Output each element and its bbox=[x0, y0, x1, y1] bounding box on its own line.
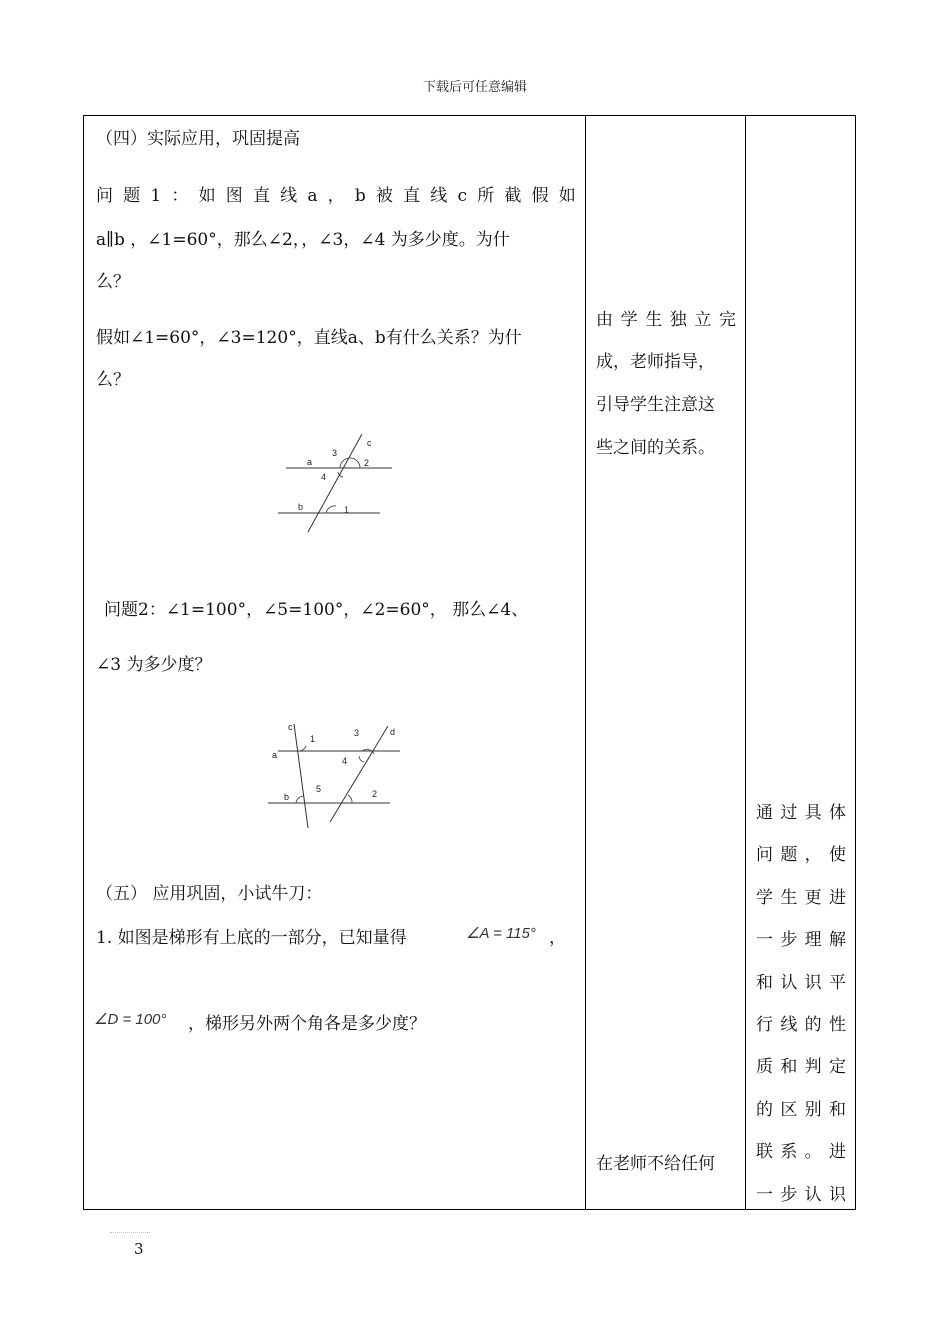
col3-line bbox=[756, 1144, 846, 1161]
col3-char: 别 bbox=[804, 1099, 822, 1120]
question-1-char: ， bbox=[327, 186, 345, 206]
question-1-char: 假 bbox=[531, 186, 549, 206]
page-number: 3 bbox=[134, 1240, 144, 1258]
col3-char: 认 bbox=[804, 1184, 822, 1205]
col3-char: 联 bbox=[756, 1142, 773, 1163]
fig1-label-b: b bbox=[298, 502, 304, 512]
col3-char: 更 bbox=[804, 887, 822, 908]
question-1-char: c bbox=[457, 186, 468, 206]
fig2-label-3: 3 bbox=[354, 728, 360, 738]
col3-line bbox=[756, 887, 846, 908]
problem-1-comma: ， bbox=[549, 928, 566, 948]
problem-1-text: 1. 如图是梯形有上底的一部分，已知量得 bbox=[96, 928, 407, 948]
figure-1-parallel-lines bbox=[274, 434, 394, 536]
question-1-char: 被 bbox=[375, 186, 393, 206]
col3-char: 过 bbox=[780, 803, 798, 823]
fig2-label-b: b bbox=[284, 792, 290, 802]
col3-char: 和 bbox=[780, 1057, 798, 1078]
col3-char: 的 bbox=[804, 1015, 822, 1035]
col3-line bbox=[756, 1017, 846, 1034]
col2-line-1-char: 立 bbox=[694, 310, 712, 330]
question-1-char: 题 bbox=[123, 186, 141, 206]
fig1-label-2: 2 bbox=[364, 458, 370, 468]
col2-line-3: 引导学生注意这 bbox=[596, 395, 715, 415]
col2-line-4: 些之间的关系。 bbox=[596, 438, 715, 458]
col3-char: 理 bbox=[804, 930, 822, 951]
col2-bottom-line: 在老师不给任何 bbox=[596, 1154, 715, 1174]
col3-char: 判 bbox=[804, 1057, 822, 1078]
col3-char: 使 bbox=[828, 845, 846, 866]
col3-line bbox=[756, 1059, 846, 1076]
col3-char: 一 bbox=[756, 930, 773, 951]
problem-1-text-2: ，梯形另外两个角各是多少度？ bbox=[188, 1014, 426, 1034]
col3-char: 问 bbox=[756, 845, 773, 866]
col3-char: 通 bbox=[756, 803, 773, 823]
col3-char: 体 bbox=[828, 803, 846, 823]
fig1-label-a: a bbox=[307, 457, 313, 467]
col3-char: ， bbox=[804, 845, 822, 866]
column-divider bbox=[585, 116, 586, 1209]
col3-char: 进 bbox=[828, 887, 846, 908]
question-1b-line-1: 假如∠1=60°，∠3=120°，直线a、b有什么关系？为什 bbox=[96, 328, 522, 348]
question-1b-line-2: 么？ bbox=[96, 370, 130, 390]
col3-char: 行 bbox=[756, 1015, 773, 1035]
question-1-char: ： bbox=[171, 186, 189, 206]
angle-a-formula-image: ∠A = 115° bbox=[466, 925, 536, 942]
col3-char: 区 bbox=[780, 1099, 798, 1120]
col3-char: 一 bbox=[756, 1184, 773, 1205]
question-2-line-1: 问题2：∠1=100°，∠5=100°，∠2=60°， 那么∠4、 bbox=[104, 600, 529, 620]
col3-line bbox=[756, 1184, 846, 1205]
angle-d-formula-image: ∠D = 100° bbox=[94, 1011, 167, 1028]
question-1-char: 如 bbox=[558, 186, 576, 206]
col3-char: 线 bbox=[780, 1015, 798, 1035]
col3-char: 系 bbox=[780, 1142, 798, 1163]
col3-char: 定 bbox=[828, 1057, 846, 1078]
col3-char: 性 bbox=[828, 1015, 846, 1035]
col3-char: 生 bbox=[780, 887, 798, 908]
col2-line-1-char: 独 bbox=[669, 310, 687, 330]
question-1-char: 线 bbox=[280, 186, 298, 206]
col2-line-1 bbox=[596, 312, 736, 329]
fig1-label-c: c bbox=[367, 438, 372, 448]
question-1-char: 截 bbox=[504, 186, 522, 206]
question-1-line-1 bbox=[96, 188, 576, 205]
column-divider bbox=[745, 116, 746, 1209]
col2-line-2: 成，老师指导， bbox=[596, 352, 715, 372]
question-1-char: a bbox=[307, 186, 318, 206]
fig1-label-1: 1 bbox=[344, 505, 350, 515]
footer-divider bbox=[110, 1232, 150, 1233]
question-1-char: 图 bbox=[225, 186, 243, 206]
fig2-label-d: d bbox=[390, 727, 396, 737]
col3-char: 题 bbox=[780, 845, 798, 866]
question-1-char: 线 bbox=[430, 186, 448, 206]
section-4-title: （四）实际应用，巩固提高 bbox=[96, 129, 300, 149]
col3-char: 和 bbox=[756, 972, 773, 993]
section-5-title: （五） 应用巩固，小试牛刀： bbox=[96, 884, 323, 904]
question-1-char: 直 bbox=[403, 186, 421, 206]
fig2-label-a: a bbox=[272, 750, 278, 760]
fig2-label-5: 5 bbox=[316, 784, 322, 794]
question-1-char: 如 bbox=[198, 186, 216, 206]
lesson-table bbox=[83, 115, 856, 1210]
col2-line-1-char: 生 bbox=[645, 310, 663, 330]
col3-char: 进 bbox=[828, 1142, 846, 1163]
fig1-label-3: 3 bbox=[332, 448, 338, 458]
col3-char: 的 bbox=[756, 1099, 773, 1120]
col3-char: 解 bbox=[828, 930, 846, 951]
col3-char: 认 bbox=[780, 972, 798, 993]
fig2-label-2: 2 bbox=[372, 789, 378, 799]
col3-line bbox=[756, 847, 846, 864]
col2-line-1-char: 学 bbox=[620, 310, 638, 330]
col3-line bbox=[756, 805, 846, 822]
page-header: 下载后可任意编辑 bbox=[422, 80, 527, 95]
col3-char: 学 bbox=[756, 887, 773, 908]
question-1-char: 问 bbox=[96, 186, 113, 206]
fig1-label-4: 4 bbox=[321, 472, 327, 482]
col3-line bbox=[756, 1099, 846, 1120]
col3-line bbox=[756, 932, 846, 949]
fig2-label-c: c bbox=[288, 722, 293, 732]
figure-2-parallel-lines bbox=[264, 718, 404, 830]
col3-char: 。 bbox=[804, 1142, 822, 1163]
col3-char: 步 bbox=[780, 930, 798, 951]
col3-char: 具 bbox=[804, 803, 822, 823]
question-1-char: 直 bbox=[252, 186, 270, 206]
question-1-char: 1 bbox=[150, 186, 162, 206]
col3-char: 步 bbox=[780, 1184, 798, 1205]
col3-line bbox=[756, 972, 846, 993]
fig2-label-1: 1 bbox=[310, 734, 316, 744]
fig2-label-4: 4 bbox=[342, 756, 348, 766]
col3-char: 识 bbox=[804, 972, 822, 993]
question-2-line-2: ∠3 为多少度？ bbox=[96, 655, 212, 675]
question-1-line-2: a∥b ，∠1=60°，那么∠2，，∠3，∠4 为多少度。为什 bbox=[96, 230, 510, 250]
question-1-char: b bbox=[354, 186, 366, 206]
question-1-char: 所 bbox=[477, 186, 495, 206]
col3-char: 和 bbox=[828, 1099, 846, 1120]
col3-char: 平 bbox=[828, 972, 846, 993]
col2-line-1-char: 完 bbox=[718, 310, 736, 330]
col3-char: 质 bbox=[756, 1057, 773, 1078]
col2-line-1-char: 由 bbox=[596, 310, 613, 330]
col3-char: 识 bbox=[828, 1184, 846, 1205]
question-1-line-3: 么？ bbox=[96, 272, 130, 292]
